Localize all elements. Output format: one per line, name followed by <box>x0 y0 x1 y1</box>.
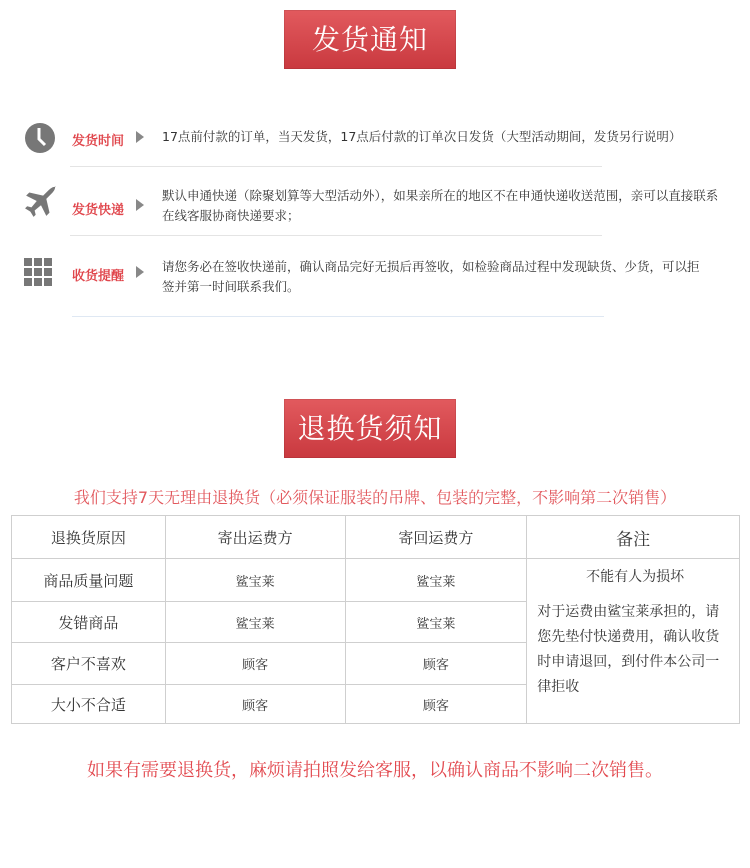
airplane-icon <box>24 185 58 219</box>
receipt-reminder-label: 收货提醒 <box>72 269 125 284</box>
arrow-right-icon <box>136 199 144 211</box>
clock-icon <box>24 122 56 154</box>
return-payer-cell: 顾客 <box>345 643 527 685</box>
return-payer-cell: 顾客 <box>345 685 527 724</box>
return-payer-cell: 鲨宝莱 <box>345 602 527 643</box>
reason-cell: 客户不喜欢 <box>12 643 166 685</box>
send-payer-cell: 鲨宝莱 <box>165 559 345 602</box>
shipping-courier-text: 默认申通快递（除聚划算等大型活动外），如果亲所在的地区不在申通快递收送范围，亲可以直接联系在线客服协商快递要求； <box>162 188 719 223</box>
send-payer-cell: 顾客 <box>165 643 345 685</box>
note-line-2: 对于运费由鲨宝莱承担的，请您先垫付快递费用，确认收货时申请退回，到付件本公司一律拒收 <box>537 604 720 695</box>
grid-icon <box>24 258 52 286</box>
divider <box>70 166 602 167</box>
table-header-row <box>12 516 740 559</box>
return-policy-table <box>11 515 740 724</box>
send-payer-cell: 鲨宝莱 <box>165 602 345 643</box>
header-cell: 寄回运费方 <box>345 516 527 559</box>
return-footer-note: 如果有需要退换货，麻烦请拍照发给客服，以确认商品不影响二次销售。 <box>87 760 663 781</box>
send-payer-cell: 顾客 <box>165 685 345 724</box>
header-cell: 寄出运费方 <box>165 516 345 559</box>
reason-cell: 发错商品 <box>12 602 166 643</box>
shipping-notice-title: 发货通知 <box>284 10 456 69</box>
arrow-right-icon <box>136 131 144 143</box>
return-notice-title: 退换货须知 <box>284 399 456 458</box>
return-policy-subtitle: 我们支持7天无理由退换货（必须保证服装的吊牌、包装的完整，不影响第二次销售） <box>73 488 677 507</box>
note-cell <box>527 559 740 724</box>
reason-cell: 商品质量问题 <box>12 559 166 602</box>
table-row <box>12 559 740 602</box>
shipping-time-label: 发货时间 <box>72 134 125 149</box>
divider <box>72 316 604 317</box>
header-cell: 备注 <box>527 516 740 559</box>
divider <box>70 235 602 236</box>
shipping-time-text: 17点前付款的订单，当天发货，17点后付款的订单次日发货（大型活动期间，发货另行说明） <box>162 129 682 144</box>
shipping-courier-label: 发货快递 <box>72 203 125 218</box>
note-line-1: 不能有人为损坏 <box>586 569 685 585</box>
receipt-reminder-text: 请您务必在签收快递前，确认商品完好无损后再签收，如检验商品过程中发现缺货、少货，可以拒签并第一时间联系我们。 <box>162 259 700 294</box>
return-payer-cell: 鲨宝莱 <box>345 559 527 602</box>
arrow-right-icon <box>136 266 144 278</box>
reason-cell: 大小不合适 <box>12 685 166 724</box>
header-cell: 退换货原因 <box>12 516 166 559</box>
